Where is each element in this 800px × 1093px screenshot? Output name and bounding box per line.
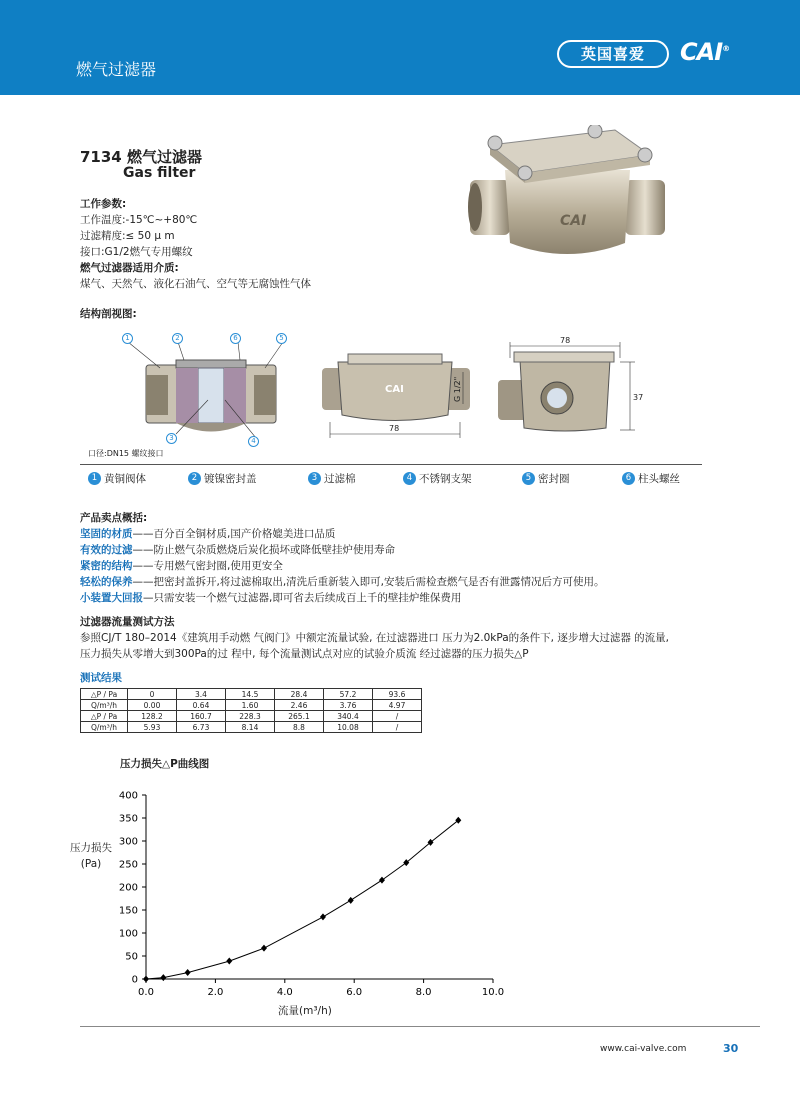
selling-point: 轻松的保养——把密封盖拆开,将过滤棉取出,清洗后重新装入即可,安装后需检查燃气是否有泄露情况后方可使用。 [80, 576, 605, 588]
product-title: 7134 燃气过滤器 [80, 148, 202, 166]
table-row: Q/m³/h 0.00 0.64 1.60 2.46 3.76 4.97 [81, 700, 422, 711]
page-header [0, 0, 800, 95]
table-row: △P / Pa 128.2 160.7 228.3 265.1 340.4 / [81, 711, 422, 722]
data-point [320, 913, 326, 920]
media-text: 煤气、天然气、液化石油气、空气等无腐蚀性气体 [80, 278, 311, 290]
divider [80, 464, 702, 465]
params-heading: 工作参数: [80, 198, 127, 210]
side-width-dim: 78 [560, 336, 571, 345]
website-url: www.cai-valve.com [600, 1044, 687, 1054]
part-legend-item: 6 柱头螺丝 [622, 471, 680, 486]
param-line: 接口:G1/2燃气专用螺纹 [80, 246, 193, 258]
part-legend-item: 4 不锈钢支架 [403, 471, 472, 486]
test-method [80, 614, 730, 662]
y-tick-label: 100 [118, 928, 138, 940]
y-tick-label: 250 [118, 859, 138, 871]
side-view [498, 336, 643, 431]
media-heading: 燃气过滤器适用介质: [80, 262, 179, 274]
data-point [348, 897, 354, 904]
chart-ylabel: 压力损失 (Pa) [70, 842, 112, 870]
work-params [80, 196, 311, 292]
method-heading: 过滤器流量测试方法 [80, 616, 175, 628]
y-tick-label: 300 [118, 836, 138, 848]
selling-point: 小装置大回报—只需安装一个燃气过滤器,即可省去后续成百上千的壁挂炉维保费用 [80, 592, 462, 604]
product-subtitle: Gas filter [123, 165, 196, 181]
y-tick-label: 150 [118, 905, 138, 917]
table-row: △P / Pa 0 3.4 14.5 28.4 57.2 93.6 [81, 689, 422, 700]
data-point [143, 976, 149, 983]
y-tick-label: 0 [131, 974, 138, 986]
series-line [146, 820, 458, 979]
selling-point: 坚固的材质——百分百全铜材质,国产价格媲美进口品质 [80, 528, 336, 540]
x-tick-label: 2.0 [207, 987, 224, 998]
callout-2: 2 [172, 333, 183, 344]
footer-divider [80, 1026, 760, 1027]
side-height-dim: 37 [633, 393, 644, 402]
x-tick-label: 10.0 [481, 987, 505, 998]
part-legend-item: 3 过滤棉 [308, 471, 356, 486]
selling-point: 紧密的结构——专用燃气密封圈,使用更安全 [80, 560, 283, 572]
callout-5: 5 [276, 333, 287, 344]
brand-logo: CAI® [680, 38, 730, 66]
y-tick-label: 50 [125, 951, 138, 963]
header-title: 燃气过滤器 [76, 60, 157, 79]
callout-4: 4 [248, 436, 259, 447]
results-table [80, 688, 422, 733]
callout-6: 6 [230, 333, 241, 344]
page-number: 30 [723, 1042, 739, 1055]
x-tick-label: 8.0 [415, 987, 432, 998]
results-heading: 测试结果 [80, 672, 122, 684]
y-tick-label: 400 [118, 790, 138, 802]
x-tick-label: 4.0 [276, 987, 293, 998]
callout-3: 3 [166, 433, 177, 444]
method-text: 压力损失从零增大到300Pa的过 程中, 每个流量测试点对应的试验介质流 经过滤器的压力损失△P [80, 648, 529, 660]
svg-text:CAI: CAI [385, 384, 404, 395]
param-line: 工作温度:-15℃~+80℃ [80, 214, 198, 226]
y-tick-label: 350 [118, 813, 138, 825]
param-line: 过滤精度:≤ 50 μ m [80, 230, 175, 242]
cross-section-drawings [80, 330, 700, 450]
product-photo [465, 125, 670, 270]
data-point [160, 974, 166, 981]
chart-title: 压力损失△P曲线图 [120, 758, 210, 770]
selling-point: 有效的过滤——防止燃气杂质燃烧后炭化损坏或降低壁挂炉使用寿命 [80, 544, 395, 556]
front-width-dim: 78 [389, 424, 400, 433]
part-legend-item: 1 黄铜阀体 [88, 471, 146, 486]
x-tick-label: 6.0 [346, 987, 363, 998]
part-legend-item: 5 密封圈 [522, 471, 570, 486]
callout-1: 1 [122, 333, 133, 344]
data-point [428, 839, 434, 846]
diagram-caption: 口径:DN15 螺纹接口 [88, 449, 164, 458]
cross-section-view [128, 342, 283, 438]
front-view [322, 354, 470, 438]
selling-points-heading: 产品卖点概括: [80, 512, 148, 524]
data-point [185, 969, 191, 976]
brand-name-badge: 英国喜爱 [557, 40, 669, 68]
part-legend-item: 2 镀镍密封盖 [188, 471, 257, 486]
y-tick-label: 200 [118, 882, 138, 894]
x-tick-label: 0.0 [138, 987, 154, 998]
chart-xlabel: 流量(m³/h) [278, 1005, 332, 1017]
data-point [261, 945, 267, 952]
svg-text:CAI: CAI [560, 213, 587, 229]
pressure-loss-chart [60, 780, 510, 1005]
data-point [226, 958, 232, 965]
thread-dim: G 1/2" [453, 376, 462, 402]
data-point [455, 817, 461, 824]
table-row: Q/m³/h 5.93 6.73 8.14 8.8 10.08 / [81, 722, 422, 733]
diagram-heading: 结构剖视图: [80, 308, 137, 320]
data-point [379, 877, 385, 884]
data-point [403, 859, 409, 866]
method-text: 参照CJ/T 180–2014《建筑用手动燃 气阀门》中额定流量试验, 在过滤器进口 压力为2.0kPa的条件下, 逐步增大过滤器 的流量, [80, 632, 670, 644]
selling-points [80, 510, 605, 606]
